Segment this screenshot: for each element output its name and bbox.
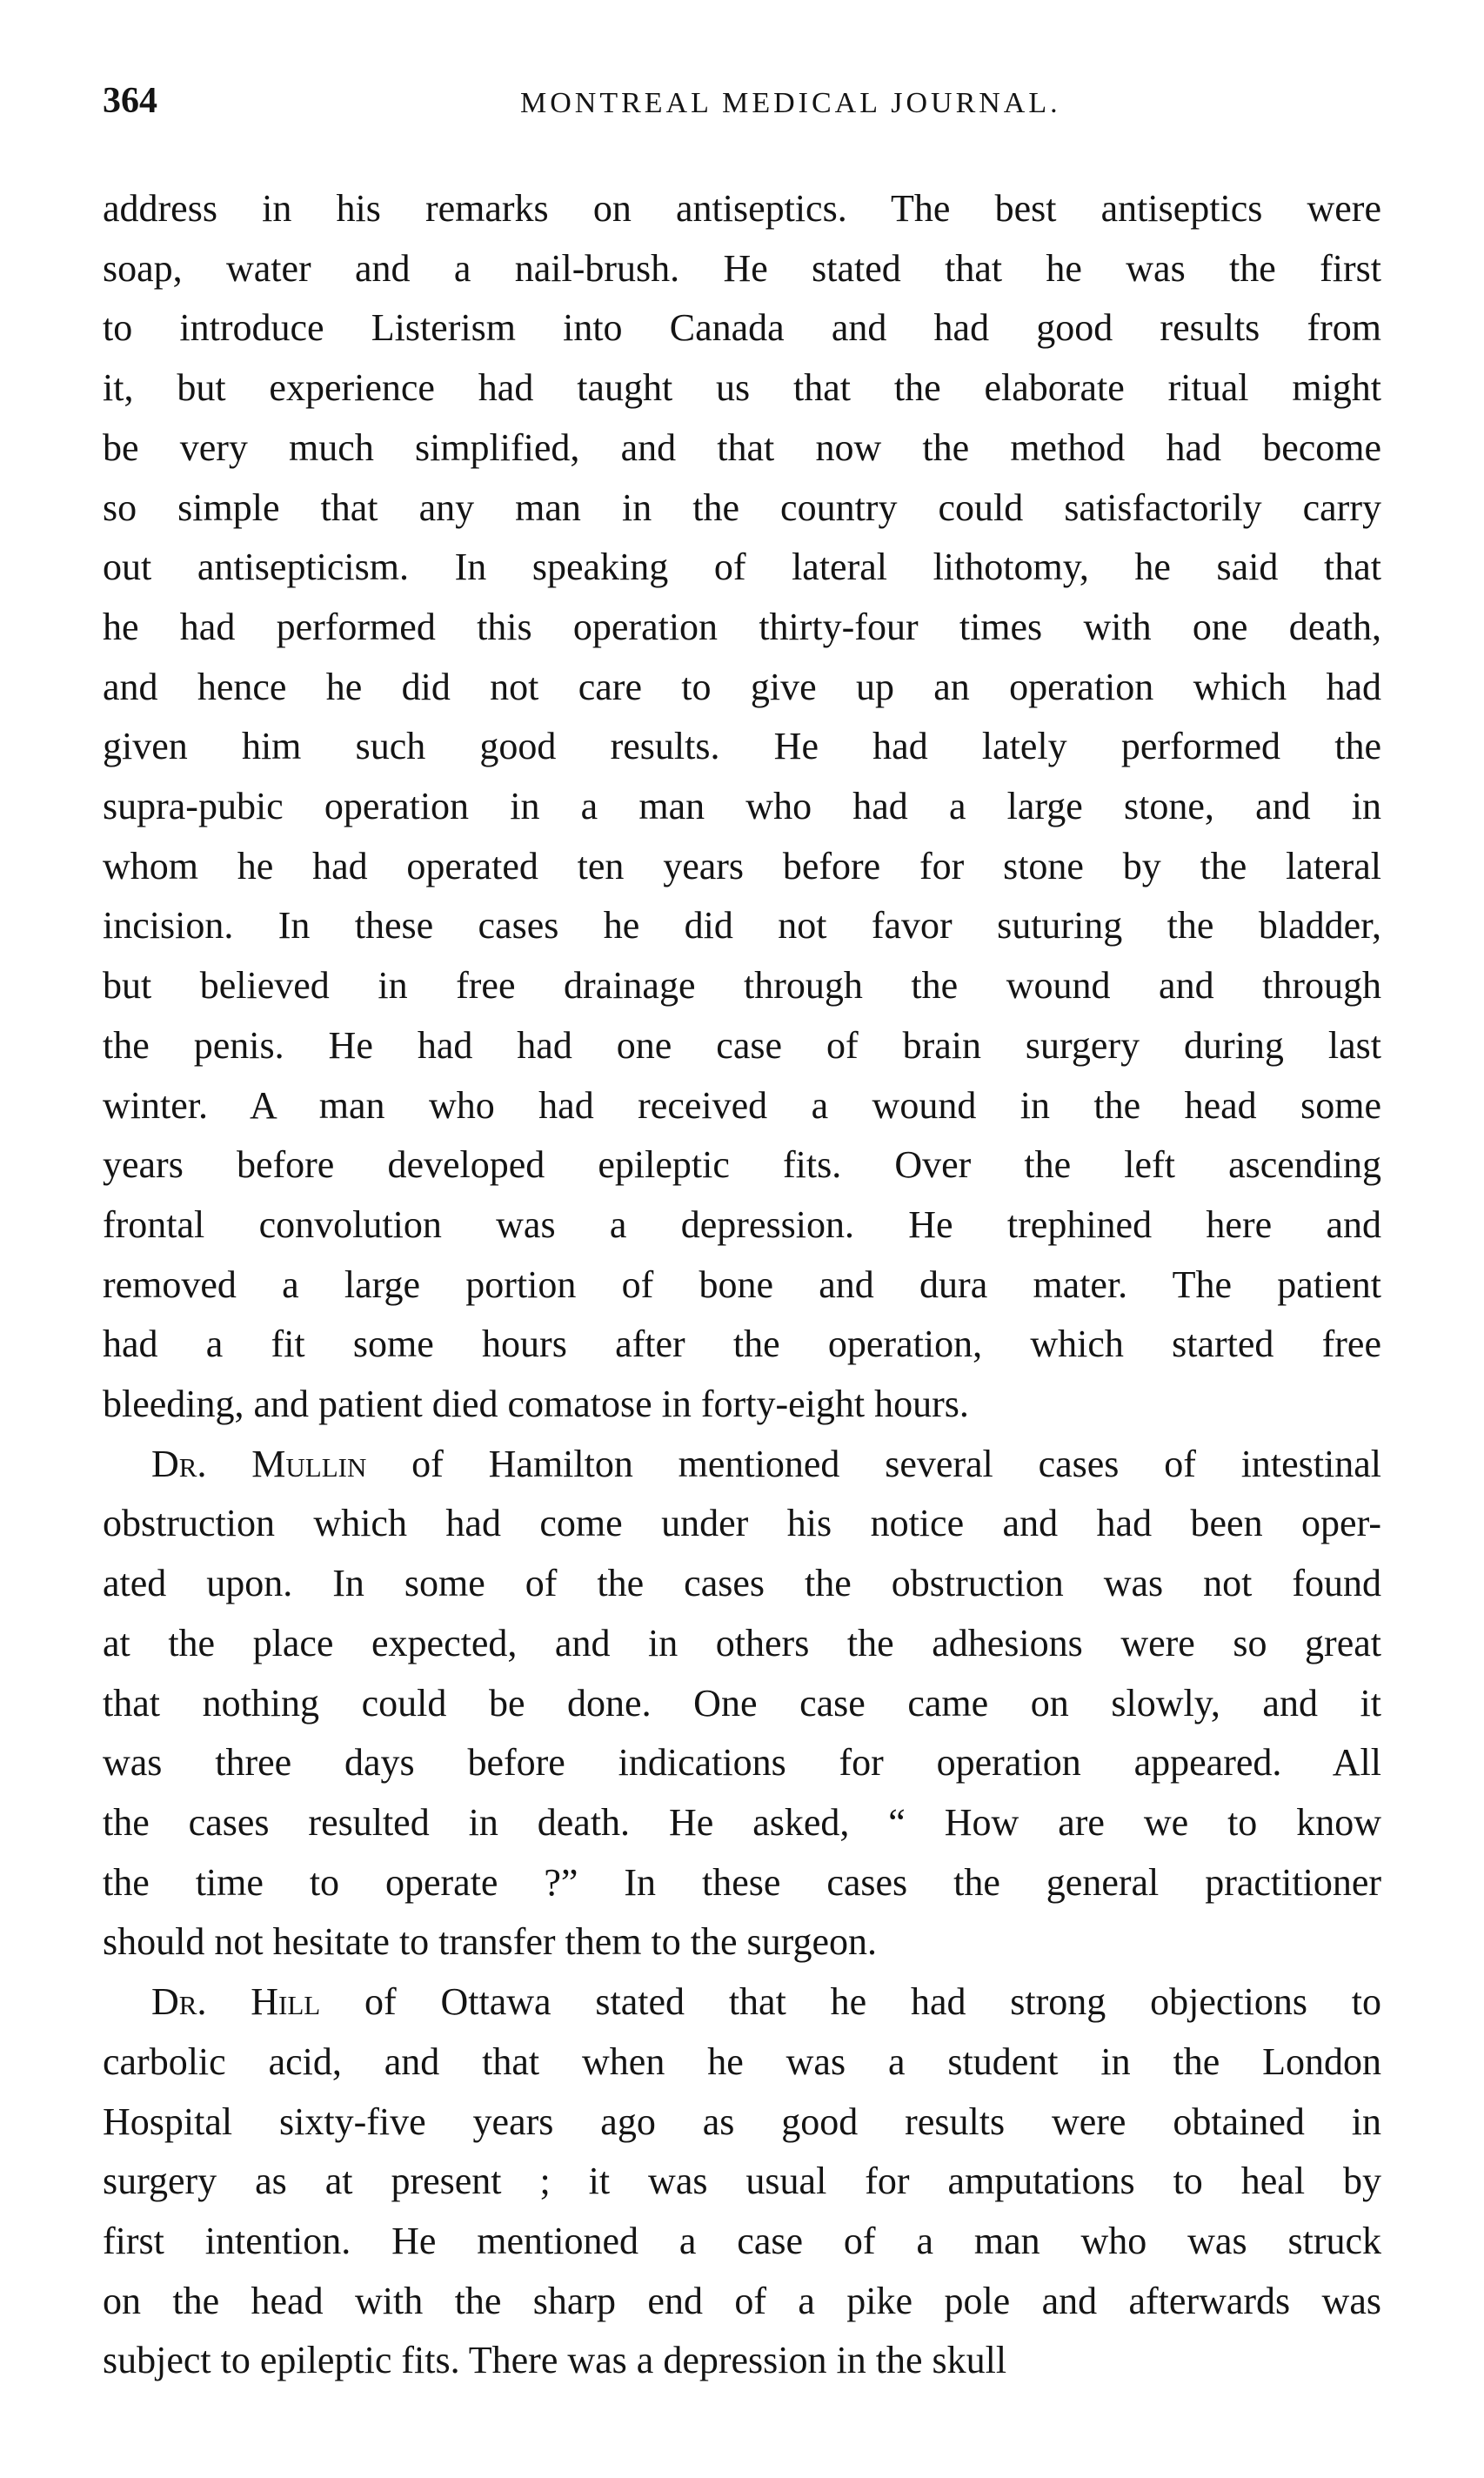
text-line: was three days before indications for operation appeared. All bbox=[103, 1741, 1381, 1785]
text-line: years before developed epileptic fits. Over the left ascending bbox=[103, 1143, 1381, 1187]
text-line: first intention. He mentioned a case of a man who was struck bbox=[103, 2219, 1381, 2262]
text-line: bleeding, and patient died comatose in forty-eight hours. bbox=[103, 1383, 969, 1426]
text-line: the penis. He had had one case of brain surgery during last bbox=[103, 1023, 1381, 1067]
text-line: that nothing could be done. One case came on slowly, and it bbox=[103, 1681, 1381, 1725]
text-line: obstruction which had come under his notice and had been oper- bbox=[103, 1502, 1381, 1545]
text-line: should not hesitate to transfer them to the surgeon. bbox=[103, 1920, 878, 1964]
page-number: 364 bbox=[103, 81, 157, 121]
journal-page bbox=[103, 80, 1381, 2391]
text-line: soap, water and a nail-brush. He stated that he was the first bbox=[103, 246, 1381, 290]
text-line: address in his remarks on antiseptics. The best antiseptics were bbox=[103, 187, 1381, 230]
line-text: of Hamilton mentioned several cases of intestinal bbox=[366, 1442, 1381, 1485]
paragraph bbox=[103, 1972, 1381, 2391]
text-line: and hence he did not care to give up an operation which had bbox=[103, 665, 1381, 708]
text-line: be very much simplified, and that now the method had become bbox=[103, 425, 1381, 469]
text-line: winter. A man who had received a wound in the head some bbox=[103, 1083, 1381, 1127]
text-line: but believed in free drainage through the wound and through bbox=[103, 964, 1381, 1008]
speaker-name: Dr. Hill bbox=[151, 1980, 321, 2024]
text-line: given him such good results. He had lately performed the bbox=[103, 725, 1381, 768]
text-line: surgery as at present ; it was usual for amputations to heal by bbox=[103, 2160, 1381, 2203]
text-line: removed a large portion of bone and dura mater. The patient bbox=[103, 1262, 1381, 1306]
page-header bbox=[103, 80, 1381, 141]
text-line: the cases resulted in death. He asked, “ How are we to know bbox=[103, 1800, 1381, 1844]
text-line: on the head with the sharp end of a pike pole and afterwards was bbox=[103, 2279, 1381, 2322]
line-text: of Ottawa stated that he had strong objections to bbox=[320, 1980, 1381, 2024]
text-line: incision. In these cases he did not favor suturing the bladder, bbox=[103, 904, 1381, 948]
running-head: MONTREAL MEDICAL JOURNAL. bbox=[520, 87, 1061, 119]
text-line: whom he had operated ten years before for stone by the lateral bbox=[103, 844, 1381, 887]
text-line: ated upon. In some of the cases the obstruction was not found bbox=[103, 1562, 1381, 1605]
text-line: subject to epileptic fits. There was a depression in the skull bbox=[103, 2339, 1007, 2382]
text-line: frontal convolution was a depression. He trephined here and bbox=[103, 1202, 1381, 1246]
text-line: the time to operate ?” In these cases the general practitioner bbox=[103, 1860, 1381, 1904]
text-line: carbolic acid, and that when he was a student in the London bbox=[103, 2039, 1381, 2083]
paragraph bbox=[103, 1435, 1381, 1972]
text-line: so simple that any man in the country could satisfactorily carry bbox=[103, 486, 1381, 529]
paragraph bbox=[103, 179, 1381, 1435]
speaker-name: Dr. Mullin bbox=[151, 1442, 367, 1485]
text-line: at the place expected, and in others the adhesions were so great bbox=[103, 1621, 1381, 1664]
text-line bbox=[103, 1435, 1381, 1495]
text-line: to introduce Listerism into Canada and had good results from bbox=[103, 306, 1381, 350]
text-line: it, but experience had taught us that the elaborate ritual might bbox=[103, 366, 1381, 410]
text-line: he had performed this operation thirty-four times with one death, bbox=[103, 605, 1381, 648]
body-text bbox=[103, 179, 1381, 2391]
text-line: out antisepticism. In speaking of lateral lithotomy, he said that bbox=[103, 546, 1381, 589]
text-line bbox=[103, 1972, 1381, 2033]
text-line: had a fit some hours after the operation, which started free bbox=[103, 1323, 1381, 1366]
text-line: supra-pubic operation in a man who had a large stone, and in bbox=[103, 785, 1381, 828]
text-line: Hospital sixty-five years ago as good results were obtained in bbox=[103, 2100, 1381, 2143]
